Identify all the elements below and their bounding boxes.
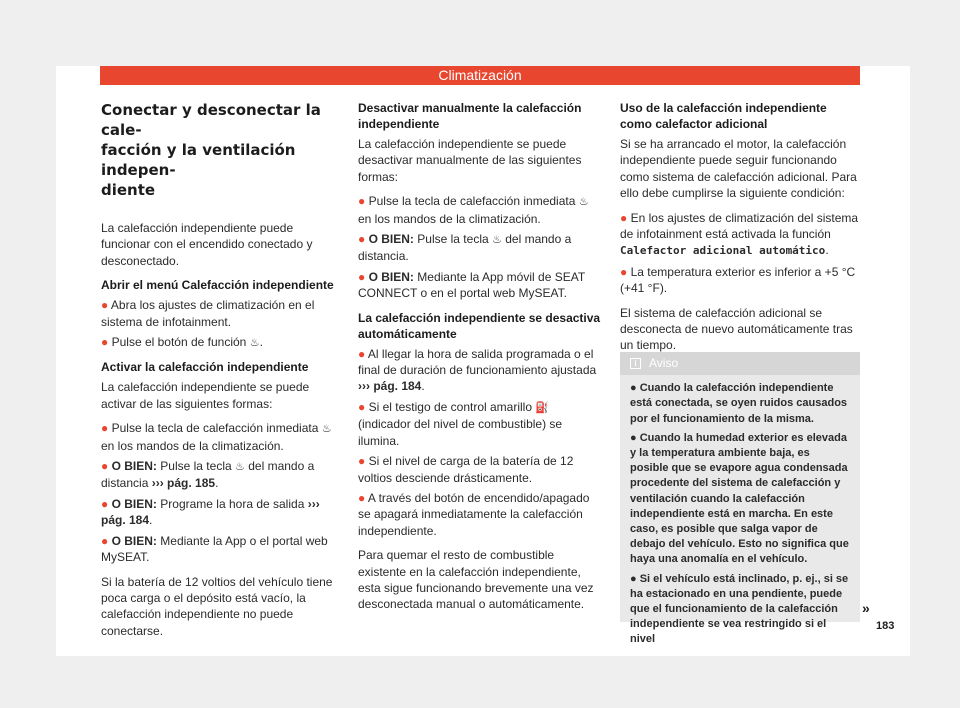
list-item: ● En los ajustes de climatización del sistema de infotainment está activada la función Calefactor adicional automático. <box>620 210 859 258</box>
bullet-icon: ● <box>358 269 366 284</box>
bullet-icon: ● <box>620 210 628 225</box>
notice-item: ● Si el vehículo está inclinado, p. ej., si se ha estacionado en una pendiente, puede que el funcionamiento de la calefacción independiente se vea restringido si el nivel <box>630 572 849 646</box>
remote-heat-icon: ♨ <box>235 461 245 474</box>
bullet-icon: ● <box>101 459 109 474</box>
bullet-icon: ● <box>101 496 109 511</box>
bullet-icon: ● <box>620 264 628 279</box>
desactivar-intro: La calefacción independiente se puede desactivar manualmente de las siguientes formas: <box>358 137 582 184</box>
function-name: Calefactor adicional automático <box>620 244 826 258</box>
page-ref-link[interactable]: ››› pág. 185 <box>151 476 216 491</box>
fuel-icon: ⛽ <box>535 401 550 414</box>
menu-heading: Abrir el menú Calefacción independiente <box>101 278 334 293</box>
list-item: ● Al llegar la hora de salida programada o el final de duración de funcionamiento ajustada ››› pág. 184. <box>358 346 597 394</box>
list-item: ● Abra los ajustes de climatización en el sistema de infotainment. <box>101 298 315 329</box>
desactivar-heading: Desactivar manualmente la calefacción independiente <box>358 101 582 131</box>
bullet-icon: ● <box>101 335 109 350</box>
bullet-icon: ● <box>101 298 109 313</box>
list-item: ● Pulse el botón de función ♨. <box>101 335 263 350</box>
final-text: Para quemar el resto de combustible existente en la calefacción independiente, esta sigue funcionando brevemente una vez desconectada manual o automáticamente. <box>358 548 594 612</box>
list-item: ● Pulse la tecla de calefacción inmediata ♨ en los mandos de la climatización. <box>358 194 589 226</box>
bullet-icon: ● <box>358 232 366 247</box>
intro-text: La calefacción independiente puede funcionar con el encendido conectado y desconectado. <box>101 221 313 268</box>
list-item: ● O BIEN: Pulse la tecla ♨ del mando a distancia ››› pág. 185. <box>101 459 315 491</box>
bullet-icon: ● <box>358 490 366 505</box>
remote-heat-icon: ♨ <box>492 234 502 247</box>
page-number: 183 <box>876 620 895 632</box>
activar-heading: Activar la calefacción independiente <box>101 360 309 375</box>
notice-title: Aviso <box>649 356 679 370</box>
column-2 <box>358 100 603 621</box>
section-title <box>101 100 339 200</box>
page-ref-link[interactable]: ››› pág. 184 <box>358 379 422 394</box>
list-item: ● Si el testigo de control amarillo ⛽ (indicador del nivel de combustible) se ilumina. <box>358 399 563 448</box>
column-3 <box>620 100 860 362</box>
bullet-icon: ● <box>101 533 109 548</box>
notice-header <box>620 352 860 375</box>
list-item: ● O BIEN: Pulse la tecla ♨ del mando a distancia. <box>358 232 572 264</box>
list-item: ● O BIEN: Programe la hora de salida ››› pág. 184. <box>101 496 320 528</box>
heat-icon: ♨ <box>578 196 589 209</box>
heat-icon: ♨ <box>249 337 260 350</box>
list-item: ● O BIEN: Mediante la App móvil de SEAT CONNECT o en el portal web MySEAT. <box>358 269 585 301</box>
column-1 <box>101 100 339 647</box>
motor-final: El sistema de calefacción adicional se desconecta de nuevo automáticamente tras un tiempo. <box>620 305 853 353</box>
list-item: ● O BIEN: Mediante la App o el portal web MySEAT. <box>101 533 328 565</box>
notice-item: ● Cuando la calefacción independiente está conectada, se oyen ruidos causados por el funcionamiento de la misma. <box>630 382 848 425</box>
list-item: ● Si el nivel de carga de la batería de 12 voltios desciende drásticamente. <box>358 454 574 485</box>
notice-box <box>620 352 860 646</box>
activar-intro: La calefacción independiente se puede activar de las siguientes formas: <box>101 380 310 411</box>
title-line-3: diente <box>101 181 156 199</box>
bullet-icon: ● <box>101 421 109 436</box>
list-item: ● La temperatura exterior es inferior a +5 °C (+41 °F). <box>620 264 856 296</box>
continue-arrow: » <box>862 600 870 616</box>
bullet-icon: ● <box>358 454 366 469</box>
page-ref-link[interactable]: ››› pág. 184 <box>101 496 320 528</box>
bullet-icon: ● <box>358 194 366 209</box>
auto-heading: La calefacción independiente se desactiva automáticamente <box>358 310 601 341</box>
list-item: ● A través del botón de encendido/apagado se apagará inmediatamente la calefacción independiente. <box>358 490 590 538</box>
bullet-icon: ● <box>358 399 366 414</box>
motor-intro: Si se ha arrancado el motor, la calefacción independiente puede seguir funcionando como sistema de calefacción adicional. Para ello debe cumplirse la siguiente condición: <box>620 137 857 201</box>
chapter-header: Climatización <box>100 66 860 85</box>
title-line-2: facción y la ventilación indepen- <box>101 141 296 179</box>
heat-icon: ♨ <box>321 423 332 436</box>
list-item: ● Pulse la tecla de calefacción inmediata ♨ en los mandos de la climatización. <box>101 421 332 453</box>
title-line-1: Conectar y desconectar la cale- <box>101 101 321 139</box>
motor-heading: Uso de la calefacción independiente como calefactor adicional <box>620 101 827 131</box>
bullet-icon: ● <box>358 346 366 361</box>
notice-item: ● Cuando la humedad exterior es elevada y la temperatura ambiente baja, es posible que se evapore agua condensada procedente del sistema de calefacción y ventilación cuando la calefacción independiente está en marcha. En este caso, es posible que salga vapor de debajo del vehículo. Esto no significa que haya una anomalía en el vehículo. <box>630 431 849 566</box>
info-icon: i <box>630 358 641 369</box>
battery-text: Si la batería de 12 voltios del vehículo tiene poca carga o el depósito está vacío, la calefacción independiente no puede conectarse. <box>101 574 333 638</box>
